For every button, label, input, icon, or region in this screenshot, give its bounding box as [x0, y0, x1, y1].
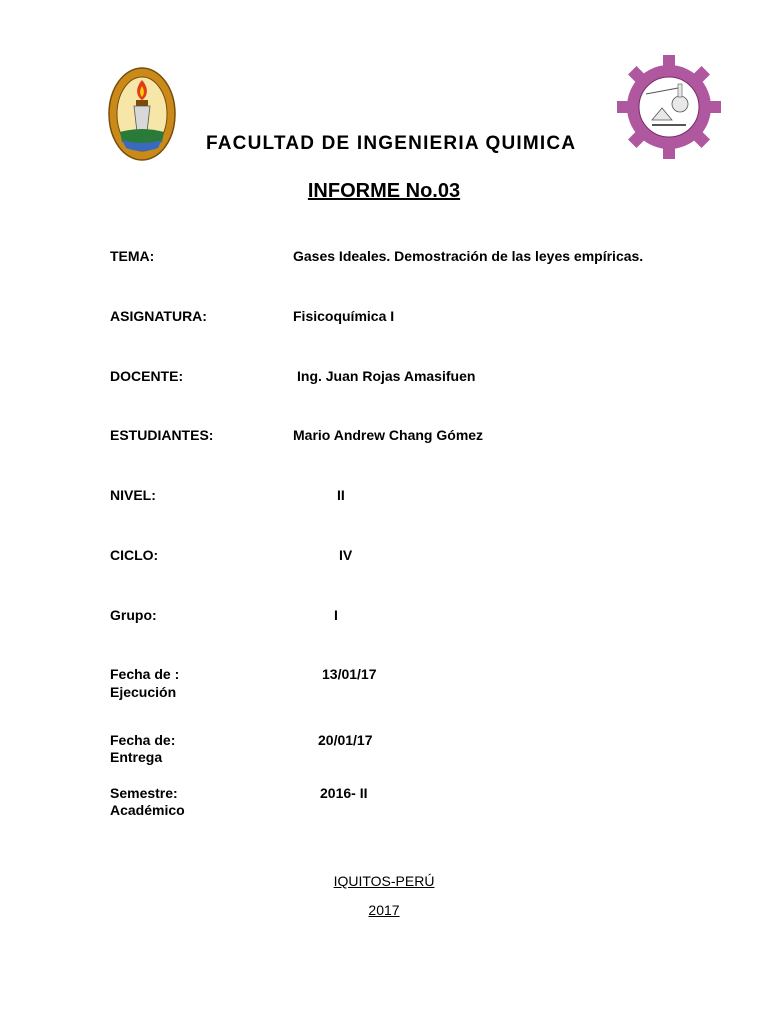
fecha-ejecucion-label: Fecha de :	[110, 666, 180, 682]
asignatura-label: ASIGNATURA:	[110, 308, 207, 324]
fecha-entrega-label: Fecha de:	[110, 732, 176, 748]
semestre-label: Semestre:	[110, 785, 178, 801]
nivel-label: NIVEL:	[110, 487, 156, 503]
report-title: INFORME No.03	[307, 180, 461, 202]
faculty-title: FACULTAD DE INGENIERIA QUIMICA	[206, 133, 577, 154]
semestre-label-line2: Académico	[110, 802, 185, 818]
tema-label: TEMA:	[110, 248, 155, 264]
semestre-value: 2016- II	[320, 785, 368, 801]
ciclo-label: CICLO:	[110, 547, 159, 563]
asignatura-value: Fisicoquímica I	[293, 308, 395, 324]
tema-value: Gases Ideales. Demostración de las leyes empíricas.	[293, 248, 644, 264]
city-line: IQUITOS-PERÚ	[333, 873, 435, 889]
docente-label: DOCENTE:	[110, 368, 184, 384]
ciclo-value: IV	[339, 547, 353, 563]
chemistry-gear-logo-icon	[616, 54, 722, 160]
fecha-ejecucion-label-line2: Ejecución	[110, 684, 177, 700]
fecha-entrega-value: 20/01/17	[318, 732, 373, 748]
estudiantes-value: Mario Andrew Chang Gómez	[293, 427, 484, 443]
fecha-ejecucion-value: 13/01/17	[322, 666, 377, 682]
fecha-entrega-label-line2: Entrega	[110, 749, 163, 765]
year-line: 2017	[368, 902, 400, 918]
university-seal-icon	[108, 66, 176, 162]
estudiantes-label: ESTUDIANTES:	[110, 427, 214, 443]
nivel-value: II	[337, 487, 345, 503]
grupo-value: I	[334, 607, 338, 623]
grupo-label: Grupo:	[110, 607, 157, 623]
docente-value: Ing. Juan Rojas Amasifuen	[297, 368, 476, 384]
